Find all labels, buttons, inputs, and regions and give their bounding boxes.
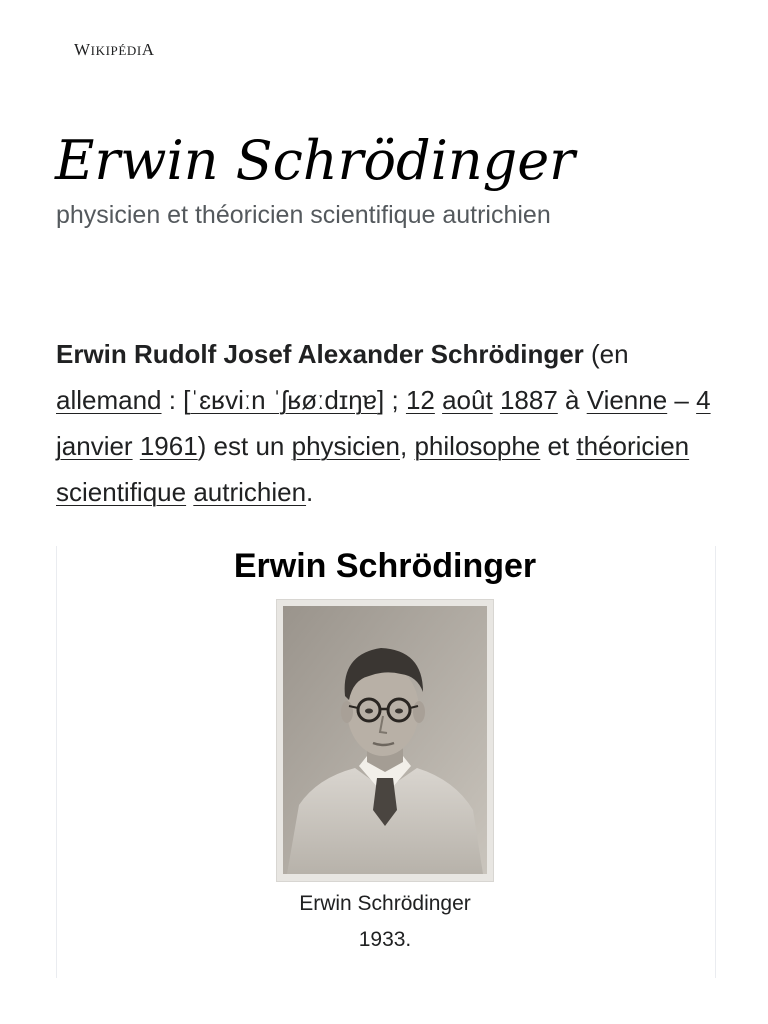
link-death-month[interactable]: janvier — [56, 431, 133, 461]
intro-text: et — [540, 431, 577, 461]
subject-full-name: Erwin Rudolf Josef Alexander Schrödinger — [56, 339, 584, 369]
intro-paragraph — [56, 331, 721, 515]
intro-text: – — [667, 385, 697, 415]
infobox-title: Erwin Schrödinger — [233, 547, 537, 585]
page-title: Erwin Schrödinger — [55, 129, 575, 192]
intro-text: , — [400, 431, 415, 461]
wikipedia-wordmark[interactable] — [74, 40, 155, 60]
link-death-day[interactable]: 4 — [696, 385, 711, 415]
page-subtitle: physicien et théoricien scientifique autrichien — [56, 201, 551, 229]
infobox-caption-year: 1933. — [358, 928, 412, 951]
intro-text: ] ; — [377, 385, 406, 415]
intro-text: à — [557, 385, 587, 415]
portrait-photo[interactable] — [277, 600, 493, 881]
link-birth-day[interactable]: 12 — [405, 385, 435, 415]
intro-text: (en — [583, 339, 629, 369]
intro-text: . — [306, 477, 314, 507]
link-physicien[interactable]: physicien — [291, 431, 401, 461]
link-autrichien[interactable]: autrichien — [193, 477, 307, 507]
link-scientifique[interactable]: scientifique — [56, 477, 187, 507]
link-vienne[interactable]: Vienne — [586, 385, 668, 415]
link-allemand[interactable]: allemand — [56, 385, 162, 415]
intro-text — [493, 385, 500, 415]
wordmark-first-letter: W — [74, 40, 91, 59]
infobox-caption-name: Erwin Schrödinger — [299, 892, 471, 915]
link-pronunciation[interactable]: ˈɛʁviːn ˈʃʁøːdɪŋɐ — [190, 385, 378, 415]
link-philosophe[interactable]: philosophe — [414, 431, 541, 461]
link-birth-year[interactable]: 1887 — [499, 385, 558, 415]
link-death-year[interactable]: 1961 — [139, 431, 198, 461]
intro-text — [133, 431, 140, 461]
intro-text — [435, 385, 442, 415]
intro-text: ) est un — [197, 431, 292, 461]
wordmark-last-letter: A — [141, 40, 155, 59]
link-birth-month[interactable]: août — [442, 385, 493, 415]
wordmark-middle: IKIPÉDI — [90, 43, 142, 58]
link-theoricien[interactable]: théoricien — [576, 431, 690, 461]
intro-text: : [ — [161, 385, 191, 415]
portrait-image — [277, 600, 493, 881]
